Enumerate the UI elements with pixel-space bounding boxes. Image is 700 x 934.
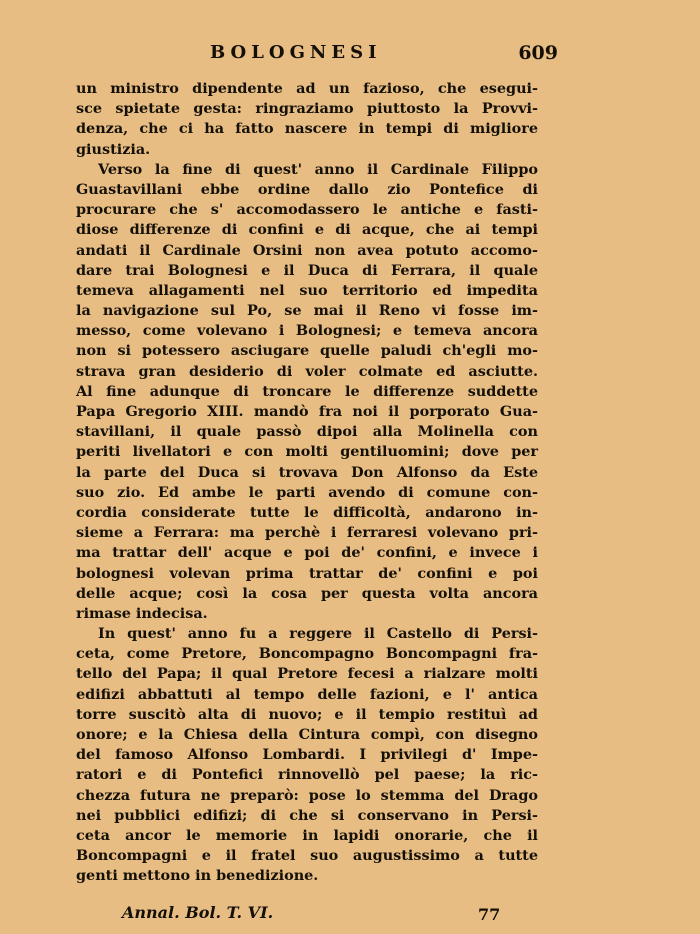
text-line: procurare che s' accomodassero le antiche e fasti-	[76, 201, 538, 219]
text-line: denza, che ci ha fatto nascere in tempi di migliore	[76, 120, 538, 138]
text-line: Verso la fine di quest' anno il Cardinale Filippo	[98, 160, 538, 178]
text-line: cordia considerate tutte le difficoltà, andarono in-	[76, 503, 538, 521]
running-title: BOLOGNESI	[210, 42, 382, 63]
text-line: sce spietate gesta: ringraziamo piuttosto la Provvi-	[76, 100, 538, 118]
body-text	[76, 79, 538, 887]
text-line: onore; e la Chiesa della Cintura compì, con disegno	[76, 726, 538, 743]
text-line: dare trai Bolognesi e il Duca di Ferrara, il quale	[76, 261, 538, 279]
text-line: non si potessero asciugare quelle paludi ch'egli mo-	[76, 342, 538, 360]
text-line: rimase indecisa.	[76, 604, 208, 622]
text-line: ratori e di Pontefici rinnovellò pel paese; la ric-	[76, 766, 538, 784]
running-head	[76, 42, 558, 68]
text-line: ceta, come Pretore, Boncompagno Boncompagni fra-	[76, 645, 538, 663]
text-line: stavillani, il quale passò dipoi alla Molinella con	[76, 423, 538, 441]
text-line: del famoso Alfonso Lombardi. I privilegi d' Impe-	[76, 746, 538, 764]
page-footer	[76, 903, 538, 927]
text-line: tello del Papa; il qual Pretore fecesi a rialzare molti	[76, 665, 538, 683]
text-line: un ministro dipendente ad un fazioso, che esegui-	[76, 80, 538, 97]
text-line: diose differenze di confini e di acque, che ai tempi	[76, 221, 538, 239]
signature-mark: Annal. Bol. T. VI.	[122, 903, 274, 922]
text-line: giustizia.	[76, 140, 151, 158]
folio-number: 77	[478, 905, 501, 924]
text-line: In quest' anno fu a reggere il Castello di Persi-	[98, 625, 538, 643]
text-line: strava gran desiderio di voler colmate ed asciutte.	[76, 362, 538, 380]
page-number: 609	[518, 42, 558, 64]
text-line: la parte del Duca si trovava Don Alfonso da Este	[76, 463, 538, 481]
text-line: periti livellatori e con molti gentiluomini; dove per	[76, 443, 538, 461]
text-line: la navigazione sul Po, se mai il Reno vi fosse im-	[76, 302, 538, 320]
text-line: edifizi abbattuti al tempo delle fazioni, e l' antica	[76, 685, 538, 703]
text-line: sieme a Ferrara: ma perchè i ferraresi volevano pri-	[76, 524, 538, 542]
text-line: ceta ancor le memorie in lapidi onorarie, che il	[76, 826, 538, 844]
text-line: delle acque; così la cosa per questa volta ancora	[76, 584, 538, 602]
text-line: temeva allagamenti nel suo territorio ed impedita	[76, 281, 538, 299]
text-line: Papa Gregorio XIII. mandò fra noi il porporato Gua-	[76, 403, 538, 420]
text-line: messo, come volevano i Bolognesi; e temeva ancora	[76, 322, 538, 340]
text-line: Boncompagni e il fratel suo augustissimo a tutte	[76, 847, 538, 865]
text-line: torre suscitò alta di nuovo; e il tempio restituì ad	[76, 705, 538, 723]
text-line: chezza futura ne preparò: pose lo stemma del Drago	[76, 786, 538, 804]
text-line: Guastavillani ebbe ordine dallo zio Pontefice di	[76, 180, 538, 198]
text-line: genti mettono in benedizione.	[76, 867, 319, 885]
text-line: ma trattar dell' acque e poi de' confini, e invece i	[76, 544, 538, 562]
text-line: suo zio. Ed ambe le parti avendo di comune con-	[76, 483, 538, 501]
text-line: andati il Cardinale Orsini non avea potuto accomo-	[76, 241, 538, 259]
text-line: Al fine adunque di troncare le differenze suddette	[76, 382, 538, 400]
text-line: bolognesi volevan prima trattar de' confini e poi	[76, 564, 538, 582]
text-line: nei pubblici edifizi; di che si conservano in Persi-	[76, 806, 538, 824]
